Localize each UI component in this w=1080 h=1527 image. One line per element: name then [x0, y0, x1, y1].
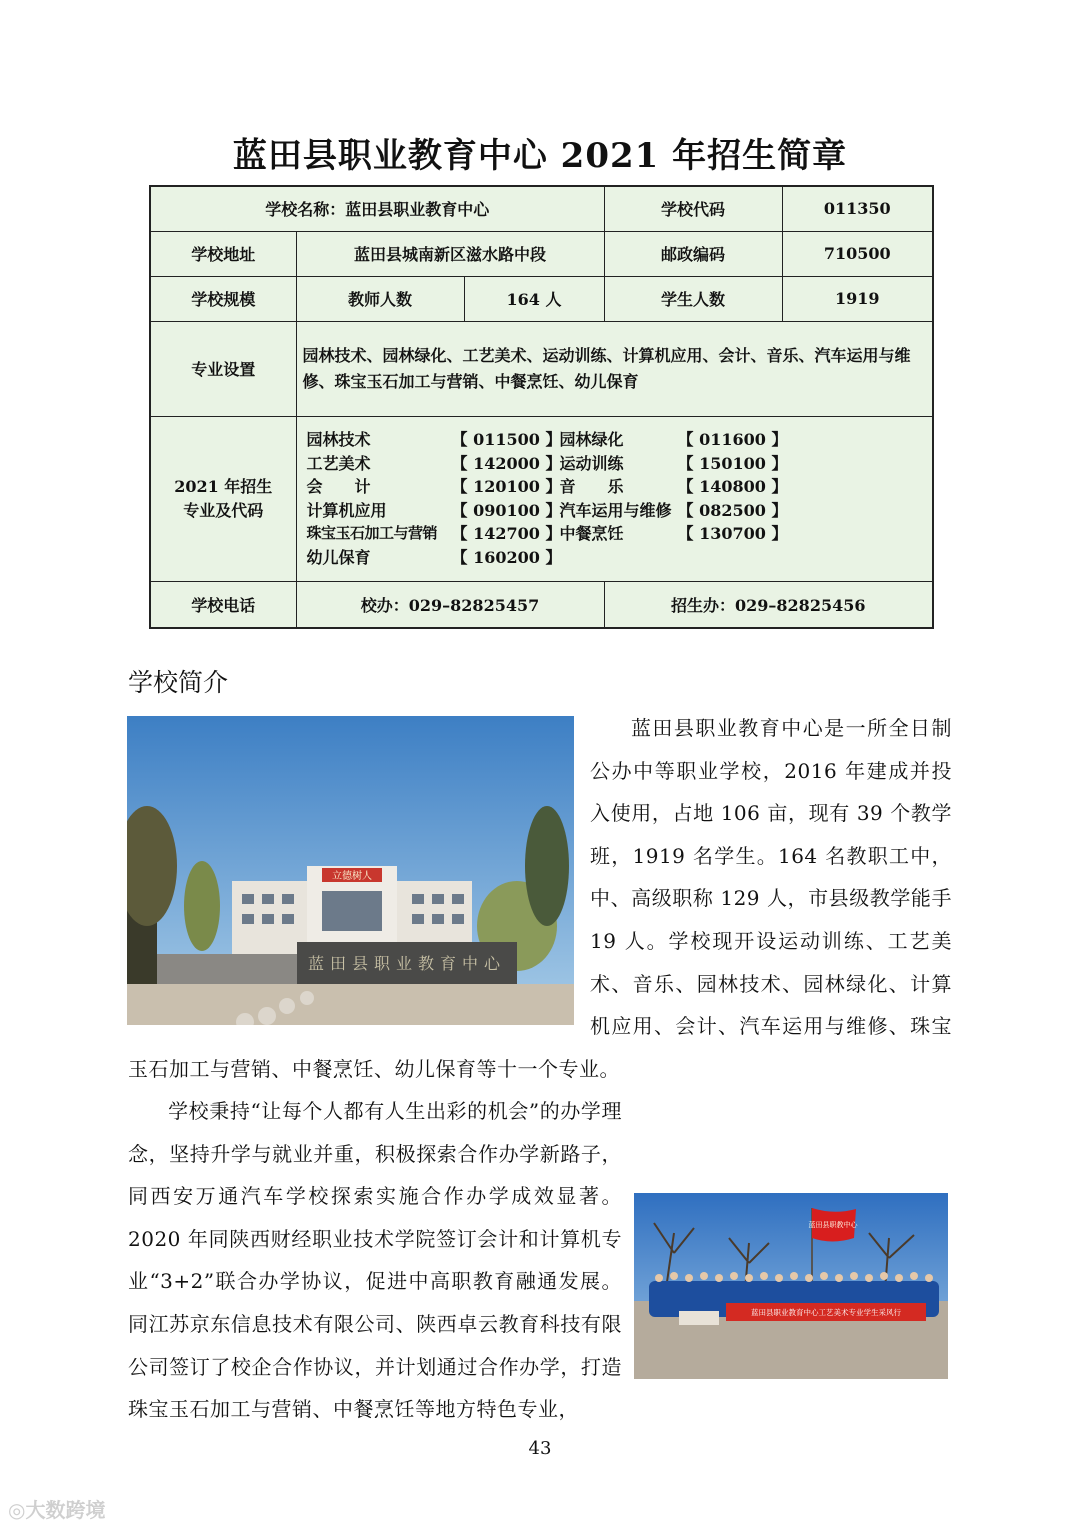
- students-group-illustration: [634, 1193, 948, 1379]
- postal-value: 710500: [782, 231, 933, 276]
- major-code: 【 142700 】: [451, 524, 562, 543]
- intro-text-2: 学校秉持“让每个人都有人生出彩的机会”的办学理念，坚持升学与就业并重，积极探索合作办学新路子，同西安万通汽车学校探索实施合作办学成效显著。2020 年同陕西财经职业技术学院签订会计和计算机专业“3+2”联合办学协议，促进中高职教育融通发展。同江苏京东信息技术有限公司、陕西卓云教育科技有限公司签订了校企合作协议，并计划通过合作办学，打造珠宝玉石加工与营销、中餐烹饪等地方特色专业，: [128, 1099, 622, 1422]
- major-code: 【 150100 】: [677, 453, 788, 473]
- majors-label: 专业设置: [150, 321, 296, 416]
- admission-info-table: [149, 185, 934, 629]
- banner-text: 蓝田县职业教育中心工艺美术专业学生采风行: [751, 1308, 901, 1317]
- major-name: 会 计: [306, 477, 371, 496]
- watermark: [8, 1494, 105, 1523]
- major-code: 【 082500 】: [677, 500, 788, 520]
- major-name: 计算机应用: [306, 500, 387, 520]
- major-code: 【 130700 】: [677, 524, 788, 543]
- students-group-photo: [634, 1193, 948, 1379]
- students-label: 学生人数: [604, 276, 782, 321]
- major-code: 【 142000 】: [451, 453, 562, 473]
- page-title: 蓝田县职业教育中心 2021 年招生简章: [232, 136, 848, 176]
- major-code: 【 140800 】: [677, 477, 788, 496]
- codes-label-line2: 专业及代码: [183, 500, 264, 520]
- major-name: 园林绿化: [559, 430, 624, 449]
- major-name: 运动训练: [559, 453, 624, 473]
- codes-cell: [296, 416, 933, 581]
- school-name-cell: 学校名称：蓝田县职业教育中心: [150, 186, 604, 231]
- float-spacer: [128, 707, 590, 1041]
- section-title: 学校简介: [128, 668, 229, 697]
- postal-label: 邮政编码: [604, 231, 782, 276]
- major-code: 【 120100 】: [451, 477, 562, 496]
- gate-sign-text: 蓝田县职业教育中心: [307, 954, 507, 973]
- major-codes-grid: [303, 428, 927, 569]
- school-code-label: 学校代码: [604, 186, 782, 231]
- major-name: 工艺美术: [306, 453, 371, 473]
- major-name: 珠宝玉石加工与营销: [306, 524, 438, 542]
- address-value: 蓝田县城南新区滋水路中段: [296, 231, 604, 276]
- watermark-text: 大数跨境: [25, 1498, 106, 1522]
- address-label: 学校地址: [150, 231, 296, 276]
- major-name: 音 乐: [559, 477, 624, 496]
- flag-text: 蓝田县职教中心: [808, 1221, 858, 1229]
- page-number: 43: [528, 1438, 552, 1459]
- major-code: 【 011500 】: [451, 430, 562, 449]
- major-name: 汽车运用与维修: [559, 500, 672, 520]
- office-phone: 校办：029–82825457: [296, 581, 604, 628]
- major-name: 中餐烹饪: [559, 524, 624, 543]
- roof-sign-text: 立德树人: [332, 871, 372, 882]
- major-name: 园林技术: [306, 430, 371, 449]
- codes-label-line1: 2021 年招生: [174, 476, 273, 496]
- major-name: 幼儿保育: [306, 547, 371, 567]
- students-value: 1919: [782, 276, 933, 321]
- phone-label: 学校电话: [150, 581, 296, 628]
- codes-label: [150, 416, 296, 581]
- intro-paragraph-1: [128, 707, 952, 1090]
- watermark-logo-icon: ◎: [8, 1498, 26, 1522]
- teachers-value: 164 人: [464, 276, 604, 321]
- school-code-value: 011350: [782, 186, 933, 231]
- major-code: 【 011600 】: [677, 430, 788, 449]
- admission-phone: 招生办：029–82825456: [604, 581, 933, 628]
- teachers-label: 教师人数: [296, 276, 464, 321]
- intro-text-1: 蓝田县职业教育中心是一所全日制公办中等职业学校，2016 年建成并投入使用，占地 106 亩，现有 39 个教学班，1919 名学生。164 名教职工中，中、高级职称 129 人，市县级教学能手 19 人。学校现开设运动训练、工艺美术、音乐、园林技术、园林绿化、计算机应用、会计、汽车运用与维修、珠宝玉石加工与营销、中餐烹饪、幼儿保育等十一个专业。: [128, 716, 952, 1081]
- majors-list: 园林技术、园林绿化、工艺美术、运动训练、计算机应用、会计、音乐、汽车运用与维修、珠宝玉石加工与营销、中餐烹饪、幼儿保育: [296, 321, 933, 416]
- scale-label: 学校规模: [150, 276, 296, 321]
- major-code: 【 090100 】: [451, 500, 562, 520]
- major-code: 【 160200 】: [451, 547, 562, 567]
